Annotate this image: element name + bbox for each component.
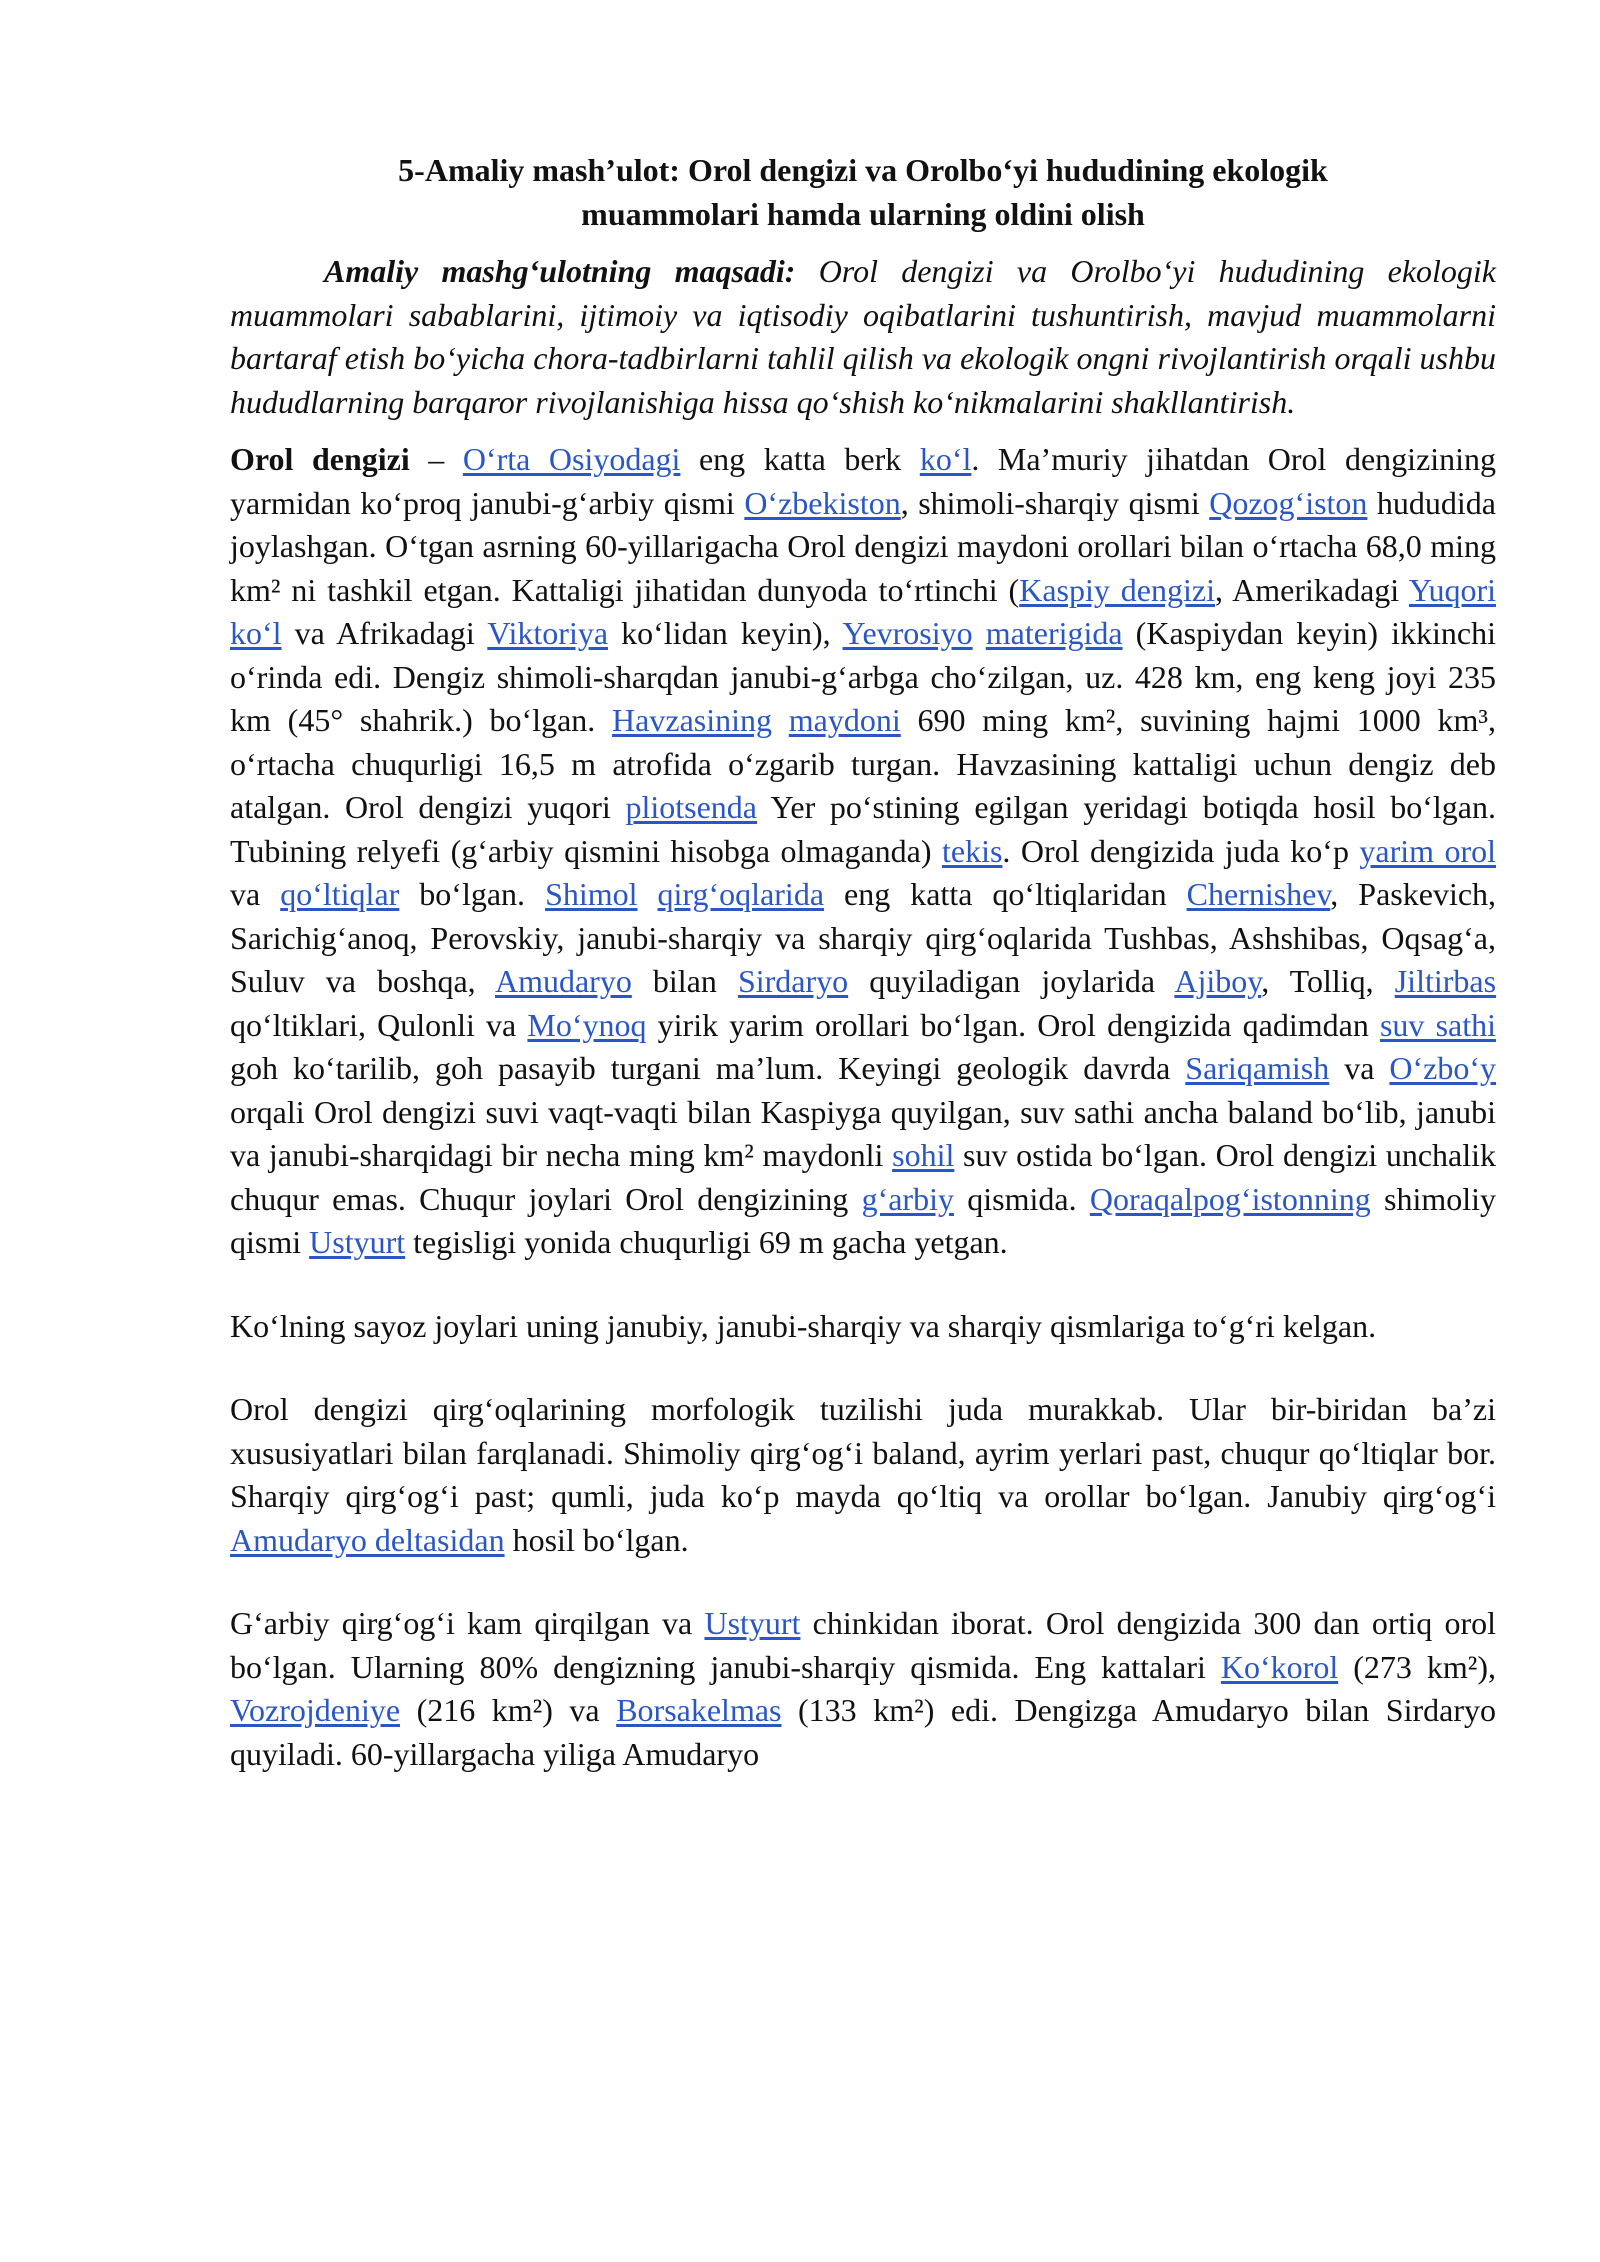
link-qozogiston[interactable]: Qozog‘iston: [1209, 484, 1368, 521]
text-run: tegisligi yonida chuqurligi 69 m gacha yetgan.: [405, 1224, 1008, 1260]
text-run: goh ko‘tarilib, goh pasayib turgani ma’lum. Keyingi geologik davrda: [230, 1050, 1186, 1086]
page-title: [230, 148, 1496, 236]
text-run: suv ostida bo‘lgan. Orol dengizi unchalik chuqur emas. Chuqur joylari Orol dengizining: [230, 1137, 1497, 1217]
text-run: orqali Orol dengizi suvi vaqt-vaqti bilan Kaspiyga quyilgan, suv sathi ancha baland bo‘lib, janubi va janubi-sharqidagi bir necha ming km² maydonli: [230, 1093, 1496, 1173]
document-page: [230, 148, 1496, 1776]
text-run: (Kaspiydan keyin) ikkinchi o‘rinda edi. Dengiz shimoli-sharqdan janubi-g‘arbga cho‘zilgan, uz. 428 km, eng keng joyi 235 km (45° shahrik.) bo‘lgan.: [230, 615, 1497, 738]
link-ustyurt[interactable]: Ustyurt: [309, 1224, 406, 1260]
text-run: , Paskevich, Sarichig‘anoq, Perovskiy, janubi-sharqiy va sharqiy qirg‘oqlarida Tushbas, Ashshibas, Oqsag‘a, Suluv va boshqa,: [230, 876, 1497, 999]
link-orta-osiyodagi[interactable]: O‘rta Osiyodagi: [462, 441, 681, 477]
text-run: 690 ming km², suvining hajmi 1000 km³, o‘rtacha chuqurligi 16,5 m atrofida o‘zgarib turgan. Havzasining kattaligi uchun dengiz deb atalgan. Orol dengizi yuqori: [230, 702, 1497, 825]
purpose-text: Orol dengizi va Orolbo‘yi hududining ekologik muammolari sabablarini, ijtimoiy va iqtisodiy oqibatlarini tushuntirish, mavjud muammolarni bartaraf etish bo‘yicha chora-tadbirlarni tahlil qilish va ekologik ongni rivojlantirish orqali ushbu hududlarning barqaror rivojlanishiga hissa qo‘shish ko‘nikmalarini shakllantirish.: [230, 253, 1496, 420]
text-run: , Tolliq,: [1261, 963, 1395, 999]
shallow-areas-paragraph: Ko‘lning sayoz joylari uning janubiy, janubi-sharqiy va sharqiy qismlariga to‘g‘ri kelgan.: [230, 1307, 1377, 1344]
link-ajiboy[interactable]: Ajiboy: [1174, 963, 1262, 999]
link-ustyurt-chink[interactable]: Ustyurt: [704, 1605, 801, 1641]
text-run: –: [409, 441, 463, 477]
link-suv-sathi[interactable]: suv sathi: [1379, 1006, 1497, 1043]
text-run: chinkidan iborat. Orol dengizida 300 dan ortiq orol bo‘lgan. Ularning 80% dengizning janubi-sharqiy qismida. Eng kattalari: [230, 1605, 1497, 1685]
link-amudaryo[interactable]: Amudaryo: [494, 963, 632, 999]
shores-paragraph: [230, 1388, 1496, 1562]
text-run: va: [1329, 1050, 1390, 1086]
link-jiltirbas[interactable]: Jiltirbas: [1394, 963, 1497, 999]
text-run: [638, 876, 658, 912]
link-qirgoqlarida[interactable]: qirg‘oqlarida: [657, 876, 825, 912]
text-run: hududida joylashgan. O‘tgan asrning 60-yillarigacha Orol dengizi maydoni orollari bilan o‘rtacha 68,0 ming km² ni tashkil etgan. Kattaligi jihatidan dunyoda to‘rtinchi (: [230, 484, 1497, 608]
text-run: bilan: [631, 963, 738, 999]
link-chernishev[interactable]: Chernishev: [1186, 876, 1331, 912]
title-line-2: muammolari hamda ularning oldini olish: [581, 196, 1145, 232]
text-run: Orol dengizi qirg‘oqlarining morfologik tuzilishi juda murakkab. Ular bir-biridan ba’zi xususiyatlari bilan farqlanadi. Shimoliy qirg‘og‘i baland, ayrim yerlari past, chuqur qo‘ltiqlar bor. Sharqiy qirg‘og‘i past; qumli, juda ko‘p mayda qo‘ltiq va orollar bo‘lgan. Janubiy qirg‘og‘i: [230, 1391, 1496, 1514]
text-run: quyiladigan joylarida: [848, 963, 1175, 999]
title-line-1: 5-Amaliy mash’ulot: Orol dengizi va Orolbo‘yi hududining ekologik: [398, 152, 1328, 188]
link-borsakelmas[interactable]: Borsakelmas: [616, 1692, 782, 1728]
link-maydoni[interactable]: maydoni: [788, 702, 901, 738]
link-shimol[interactable]: Shimol: [545, 876, 638, 912]
link-kaspiy-dengizi[interactable]: Kaspiy dengizi: [1019, 571, 1215, 608]
text-run: qismida.: [953, 1180, 1090, 1217]
text-run: eng katta qo‘ltiqlaridan: [824, 876, 1187, 912]
text-run: (133 km²) edi. Dengizga Amudaryo bilan Sirdaryo quyiladi. 60-yillargacha yiliga Amudaryo: [230, 1692, 1497, 1772]
text-run: qo‘ltiklari, Qulonli va: [230, 1006, 528, 1043]
link-qoraqalpogistonning[interactable]: Qoraqalpog‘istonning: [1089, 1180, 1371, 1217]
link-yarim-orol[interactable]: yarim orol: [1359, 832, 1497, 869]
link-qoltiqlar[interactable]: qo‘ltiqlar: [280, 876, 400, 912]
purpose-label: Amaliy mashg‘ulotning maqsadi:: [324, 253, 796, 289]
link-yevrosiyo[interactable]: Yevrosiyo: [842, 615, 973, 651]
text-run: eng katta berk: [680, 441, 920, 477]
link-pliotsenda[interactable]: pliotsenda: [625, 789, 757, 825]
text-run: va Afrikadagi: [281, 615, 488, 651]
text-run: . Orol dengizida juda ko‘p: [1002, 832, 1360, 869]
term-orol-dengizi: Orol dengizi: [230, 441, 410, 477]
text-run: , shimoli-sharqiy qismi: [900, 484, 1210, 521]
link-sariqamish[interactable]: Sariqamish: [1185, 1050, 1330, 1086]
link-vozrojdeniye[interactable]: Vozrojdeniye: [230, 1692, 401, 1728]
link-kol[interactable]: ko‘l: [919, 441, 972, 477]
text-run: [772, 702, 789, 738]
text-run: (273 km²),: [1338, 1648, 1496, 1685]
link-garbiy[interactable]: g‘arbiy: [861, 1180, 954, 1217]
text-run: hosil bo‘lgan.: [504, 1521, 689, 1558]
text-run: G‘arbiy qirg‘og‘i kam qirqilgan va: [230, 1605, 705, 1641]
text-run: va: [230, 876, 281, 912]
text-run: ko‘lidan keyin),: [608, 615, 843, 651]
link-moynoq[interactable]: Mo‘ynoq: [527, 1006, 647, 1043]
text-run: , Amerikadagi: [1214, 571, 1409, 608]
text-run: yirik yarim orollari bo‘lgan. Orol dengizida qadimdan: [646, 1006, 1380, 1043]
islands-paragraph: [230, 1602, 1496, 1776]
link-havzasining[interactable]: Havzasining: [612, 702, 772, 738]
link-viktoriya[interactable]: Viktoriya: [487, 615, 609, 651]
link-materigida[interactable]: materigida: [985, 615, 1123, 651]
text-run: [973, 615, 986, 651]
text-run: . Ma’muriy jihatdan Orol dengizining yarmidan ko‘proq janubi-g‘arbiy qismi: [230, 441, 1497, 521]
text-run: shimoliy qismi: [230, 1180, 1496, 1260]
text-run: bo‘lgan.: [399, 876, 546, 912]
link-ozboy[interactable]: O‘zbo‘y: [1389, 1050, 1497, 1086]
link-ozbekiston[interactable]: O‘zbekiston: [744, 484, 901, 521]
link-amudaryo-deltasidan[interactable]: Amudaryo deltasidan: [230, 1521, 505, 1558]
link-yuqori-kol[interactable]: Yuqori ko‘l: [230, 571, 1497, 651]
link-tekis[interactable]: tekis: [941, 832, 1003, 869]
link-sohil[interactable]: sohil: [892, 1137, 955, 1173]
text-run: Yer po‘stining egilgan yeridagi botiqda hosil bo‘lgan. Tubining relyefi (g‘arbiy qismini hisobga olmaganda): [230, 789, 1497, 869]
purpose-paragraph: [230, 250, 1496, 424]
text-run: (216 km²) va: [400, 1692, 617, 1728]
intro-paragraph: [230, 438, 1496, 1265]
link-sirdaryo[interactable]: Sirdaryo: [737, 963, 849, 999]
link-kokorol[interactable]: Ko‘korol: [1220, 1648, 1339, 1685]
